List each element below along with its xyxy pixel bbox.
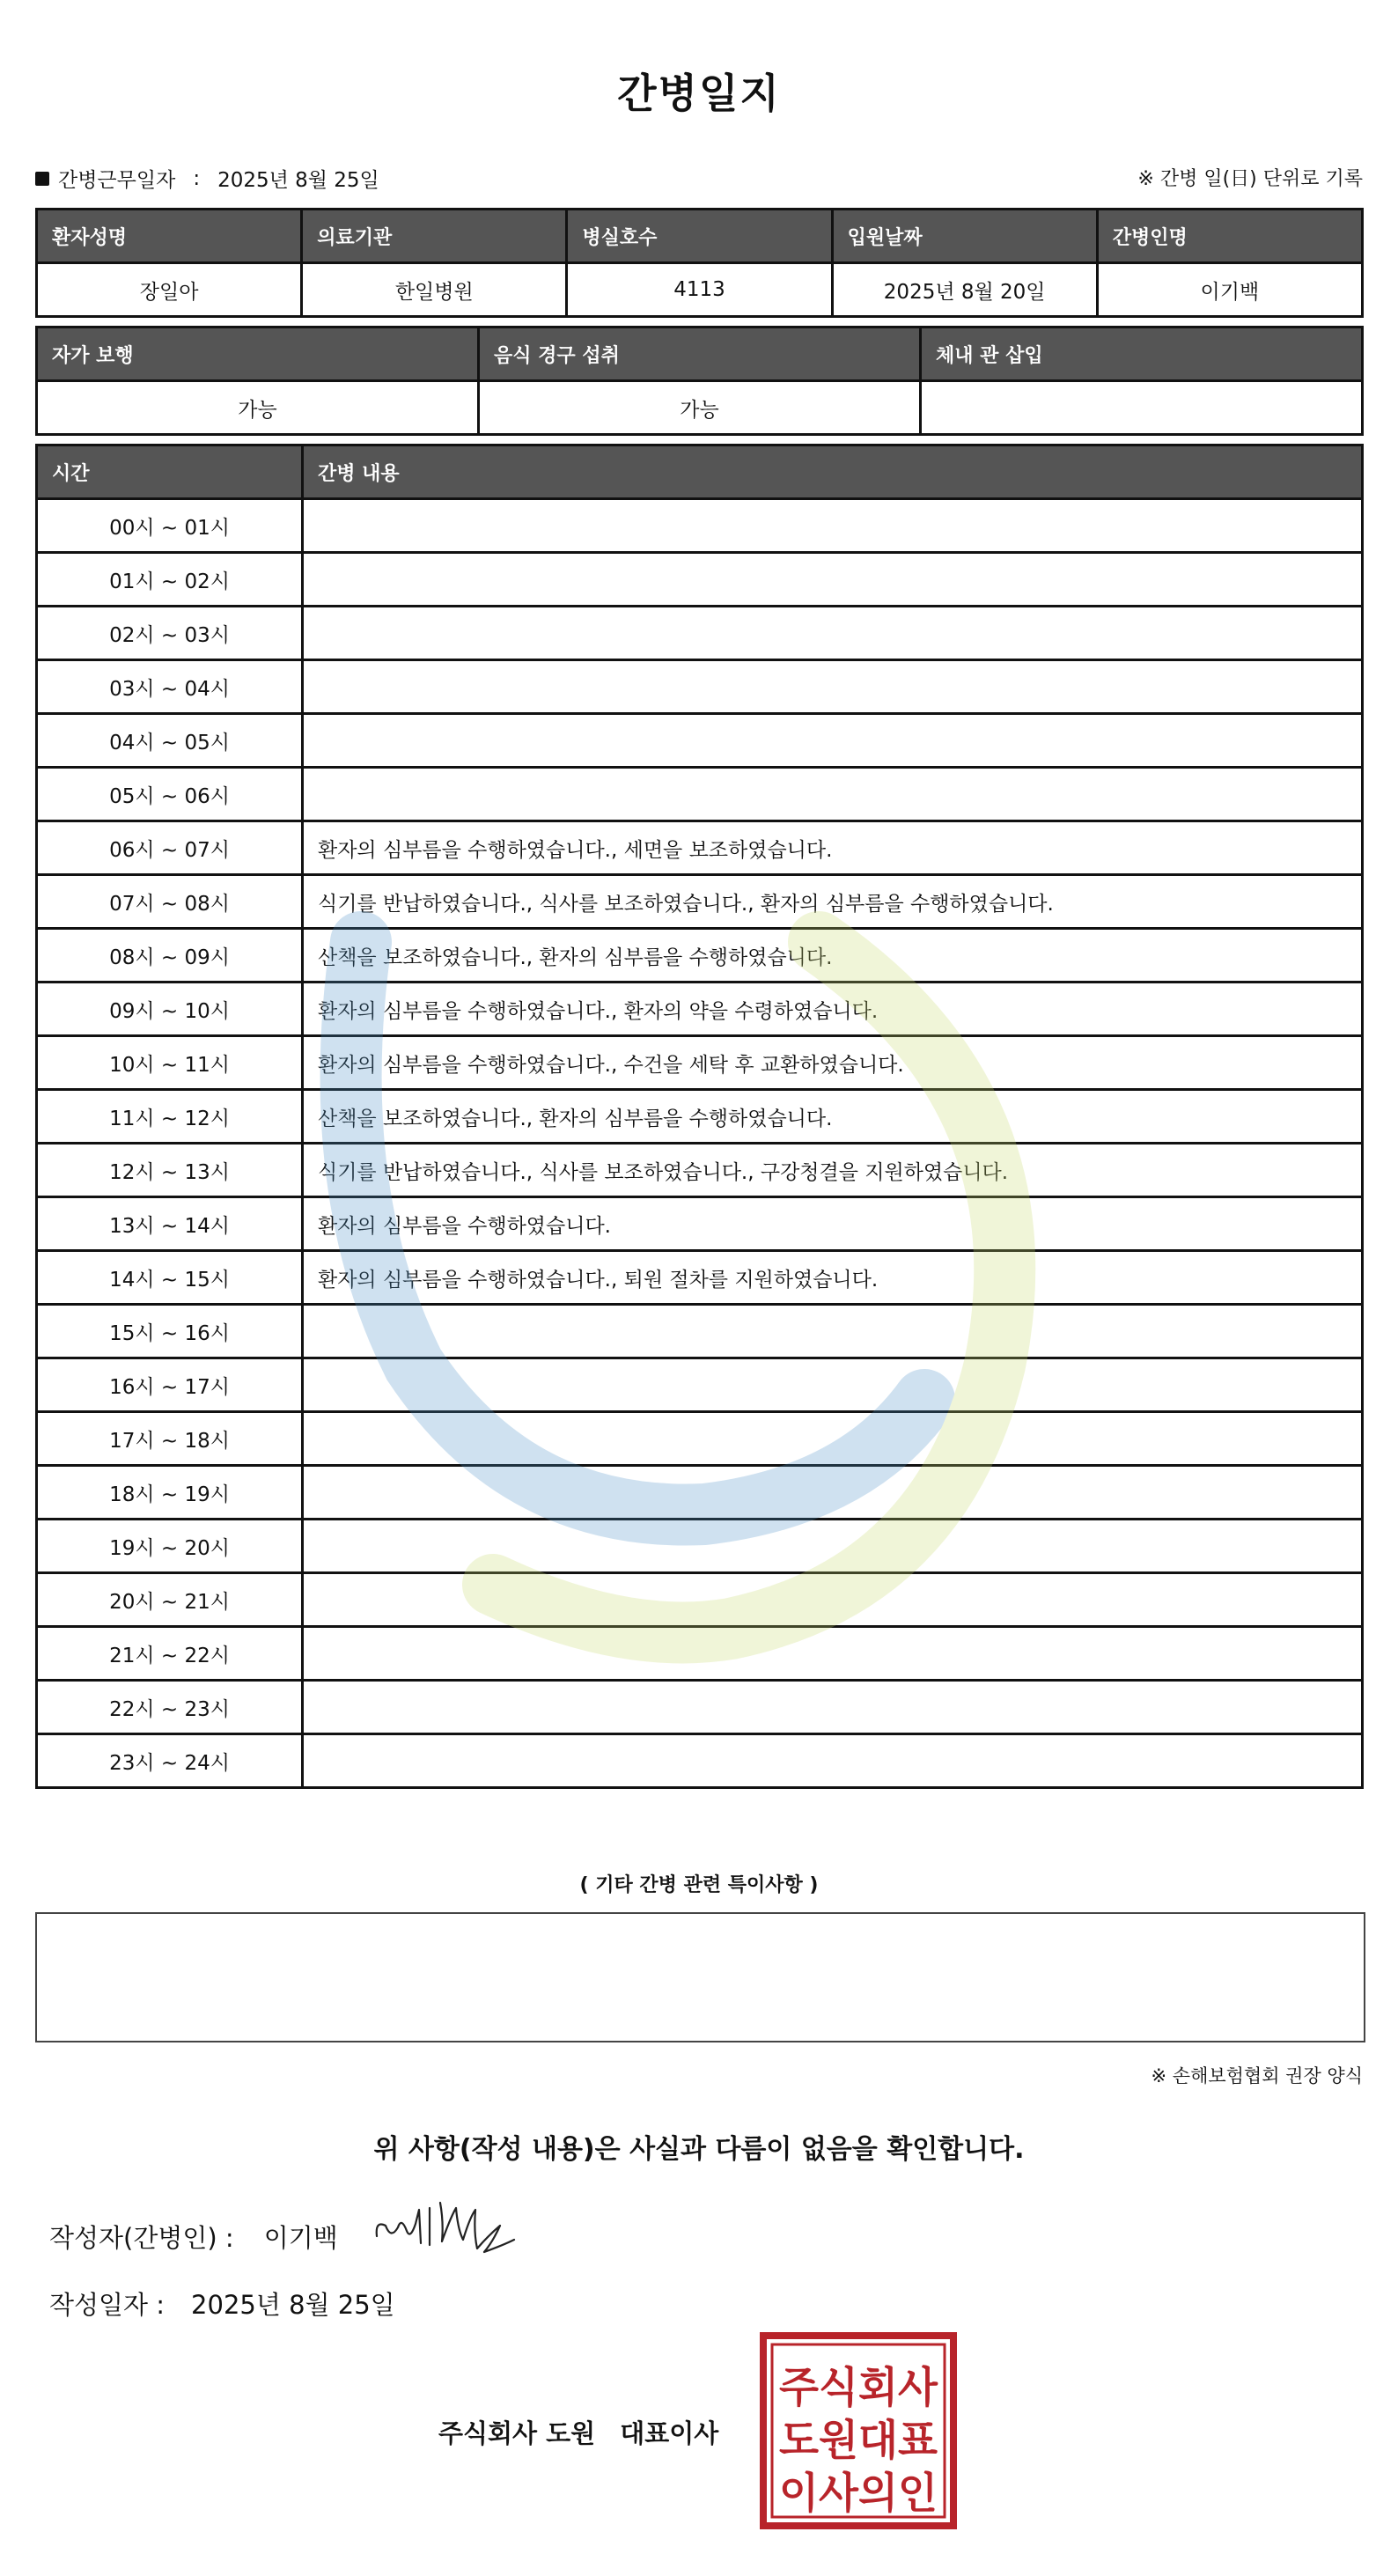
time-cell: 22시 ~ 23시 <box>37 1681 303 1734</box>
company-name: 주식회사 도원 <box>438 2418 596 2448</box>
content-cell: 산책을 보조하였습니다., 환자의 심부름을 수행하였습니다. <box>303 929 1363 983</box>
content-cell: 환자의 심부름을 수행하였습니다., 환자의 약을 수령하였습니다. <box>303 983 1363 1036</box>
room-number-value: 4113 <box>567 263 832 317</box>
oral-intake-value: 가능 <box>479 381 921 435</box>
content-cell <box>303 1734 1363 1788</box>
handwritten-signature <box>372 2190 521 2270</box>
svg-text:이사의인: 이사의인 <box>779 2469 938 2518</box>
content-cell <box>303 660 1363 714</box>
time-cell: 02시 ~ 03시 <box>37 607 303 660</box>
table-row <box>37 929 1363 983</box>
time-cell: 16시 ~ 17시 <box>37 1358 303 1412</box>
hospital-value: 한일병원 <box>302 263 567 317</box>
svg-text:주식회사: 주식회사 <box>779 2363 938 2412</box>
header-patient-name: 환자성명 <box>37 210 302 263</box>
content-cell <box>303 714 1363 768</box>
time-cell: 07시 ~ 08시 <box>37 875 303 929</box>
table-row <box>37 1681 1363 1734</box>
header-care-content: 간병 내용 <box>303 445 1363 499</box>
time-cell: 00시 ~ 01시 <box>37 499 303 553</box>
table-row <box>37 1627 1363 1681</box>
time-cell: 13시 ~ 14시 <box>37 1197 303 1251</box>
table-row <box>37 1358 1363 1412</box>
filled-square-icon <box>35 172 49 186</box>
content-cell <box>303 1520 1363 1573</box>
patient-info-value-row <box>37 263 1363 317</box>
table-row <box>37 499 1363 553</box>
writer-name: 이기백 <box>263 2223 338 2253</box>
table-row <box>37 1090 1363 1144</box>
time-cell: 11시 ~ 12시 <box>37 1090 303 1144</box>
time-cell: 15시 ~ 16시 <box>37 1305 303 1358</box>
content-cell <box>303 499 1363 553</box>
time-cell: 20시 ~ 21시 <box>37 1573 303 1627</box>
header-time: 시간 <box>37 445 303 499</box>
work-date-line <box>35 164 379 193</box>
care-log-header-row <box>37 445 1363 499</box>
table-row <box>37 1412 1363 1466</box>
header-caregiver-name: 간병인명 <box>1097 210 1362 263</box>
table-row <box>37 660 1363 714</box>
table-row <box>37 983 1363 1036</box>
header-oral-intake: 음식 경구 섭취 <box>479 328 921 381</box>
content-cell: 산책을 보조하였습니다., 환자의 심부름을 수행하였습니다. <box>303 1090 1363 1144</box>
table-row <box>37 1466 1363 1520</box>
company-line <box>438 2414 718 2450</box>
care-log-table <box>35 444 1364 1789</box>
time-cell: 04시 ~ 05시 <box>37 714 303 768</box>
work-date-value: 2025년 8월 25일 <box>217 169 379 192</box>
content-cell: 환자의 심부름을 수행하였습니다., 세면을 보조하였습니다. <box>303 821 1363 875</box>
patient-status-value-row <box>37 381 1363 435</box>
confirm-statement: 위 사항(작성 내용)은 사실과 다름이 없음을 확인합니다. <box>373 2134 1025 2165</box>
notes-heading: ( 기타 간병 관련 특이사항 ) <box>579 1874 819 1896</box>
time-cell: 21시 ~ 22시 <box>37 1627 303 1681</box>
admission-date-value: 2025년 8월 20일 <box>832 263 1097 317</box>
content-cell: 식기를 반납하였습니다., 식사를 보조하였습니다., 구강청결을 지원하였습니다. <box>303 1144 1363 1197</box>
time-cell: 06시 ~ 07시 <box>37 821 303 875</box>
recommend-note: ※ 손해보험협회 권장 양식 <box>1151 2065 1363 2087</box>
time-cell: 14시 ~ 15시 <box>37 1251 303 1305</box>
header-tube-insertion: 체내 관 삽입 <box>921 328 1363 381</box>
content-cell: 식기를 반납하였습니다., 식사를 보조하였습니다., 환자의 심부름을 수행하였습니다. <box>303 875 1363 929</box>
content-cell <box>303 1627 1363 1681</box>
time-cell: 01시 ~ 02시 <box>37 553 303 607</box>
writer-label: 작성자(간병인) : <box>49 2223 234 2253</box>
content-cell: 환자의 심부름을 수행하였습니다. <box>303 1197 1363 1251</box>
content-cell: 환자의 심부름을 수행하였습니다., 퇴원 절차를 지원하였습니다. <box>303 1251 1363 1305</box>
header-self-walking: 자가 보행 <box>37 328 479 381</box>
svg-text:도원대표: 도원대표 <box>779 2416 938 2465</box>
tube-insertion-value <box>921 381 1363 435</box>
time-cell: 18시 ~ 19시 <box>37 1466 303 1520</box>
patient-status-table <box>35 326 1364 436</box>
content-cell <box>303 553 1363 607</box>
work-date-label: 간병근무일자 <box>58 169 176 192</box>
content-cell <box>303 1466 1363 1520</box>
company-seal-stamp <box>759 2331 958 2530</box>
caregiver-name-value: 이기백 <box>1097 263 1362 317</box>
patient-info-table <box>35 208 1364 318</box>
table-row <box>37 1305 1363 1358</box>
work-date-separator: : <box>193 166 201 190</box>
table-row <box>37 553 1363 607</box>
table-row <box>37 1144 1363 1197</box>
content-cell <box>303 1412 1363 1466</box>
content-cell: 환자의 심부름을 수행하였습니다., 수건을 세탁 후 교환하였습니다. <box>303 1036 1363 1090</box>
written-date-line <box>49 2285 395 2322</box>
content-cell <box>303 1681 1363 1734</box>
self-walking-value: 가능 <box>37 381 479 435</box>
written-date-value: 2025년 8월 25일 <box>191 2290 395 2320</box>
table-row <box>37 1251 1363 1305</box>
document-title: 간병일지 <box>617 70 781 117</box>
time-cell: 08시 ~ 09시 <box>37 929 303 983</box>
table-row <box>37 1520 1363 1573</box>
time-cell: 10시 ~ 11시 <box>37 1036 303 1090</box>
notes-box <box>35 1912 1365 2042</box>
content-cell <box>303 1573 1363 1627</box>
unit-note: ※ 간병 일(日) 단위로 기록 <box>1137 168 1363 190</box>
written-date-label: 작성일자 : <box>49 2290 166 2320</box>
table-row <box>37 875 1363 929</box>
table-row <box>37 768 1363 821</box>
time-cell: 17시 ~ 18시 <box>37 1412 303 1466</box>
content-cell <box>303 1305 1363 1358</box>
patient-info-header-row <box>37 210 1363 263</box>
header-room-number: 병실호수 <box>567 210 832 263</box>
time-cell: 23시 ~ 24시 <box>37 1734 303 1788</box>
table-row <box>37 1197 1363 1251</box>
content-cell <box>303 768 1363 821</box>
patient-name-value: 장일아 <box>37 263 302 317</box>
time-cell: 03시 ~ 04시 <box>37 660 303 714</box>
table-row <box>37 821 1363 875</box>
time-cell: 09시 ~ 10시 <box>37 983 303 1036</box>
table-row <box>37 1036 1363 1090</box>
table-row <box>37 714 1363 768</box>
header-admission-date: 입원날짜 <box>832 210 1097 263</box>
writer-line <box>49 2219 338 2255</box>
time-cell: 19시 ~ 20시 <box>37 1520 303 1573</box>
content-cell <box>303 607 1363 660</box>
time-cell: 12시 ~ 13시 <box>37 1144 303 1197</box>
content-cell <box>303 1358 1363 1412</box>
patient-status-header-row <box>37 328 1363 381</box>
table-row <box>37 607 1363 660</box>
header-hospital: 의료기관 <box>302 210 567 263</box>
notes-content <box>37 1914 1364 1935</box>
table-row <box>37 1573 1363 1627</box>
time-cell: 05시 ~ 06시 <box>37 768 303 821</box>
table-row <box>37 1734 1363 1788</box>
company-title: 대표이사 <box>620 2418 719 2448</box>
